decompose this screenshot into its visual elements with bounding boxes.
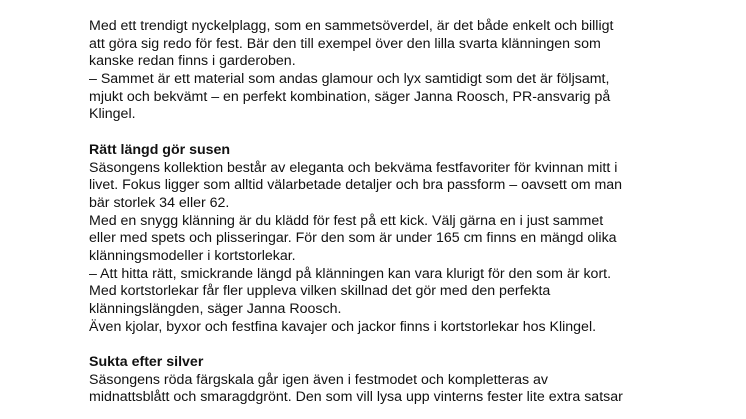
quote-line: – Att hitta rätt, smickrande längd på klänningen kan vara klurigt för den som är kort. [89, 265, 612, 282]
text-line: eller med spets och plisseringar. För den som är under 165 cm finns en mängd olika [89, 230, 617, 247]
text-line: Med en snygg klänning är du klädd för fest på ett kick. Välj gärna en i just sammet [89, 212, 604, 229]
text-line: Säsongens kollektion består av eleganta och bekväma festfavoriter för kvinnan mitt i [89, 159, 618, 176]
intro-section [89, 18, 689, 124]
quote-line: Med kortstorlekar får fler uppleva vilken skillnad det gör med den perfekta [89, 283, 551, 300]
section-heading: Rätt längd gör susen [89, 141, 231, 158]
text-line: kanske redan finns i garderoben. [89, 53, 296, 70]
text-line: livet. Fokus ligger som alltid välarbetade detaljer och bra passform – oavsett om man [89, 177, 623, 194]
text-line: att göra sig redo för fest. Bär den till exempel över den lilla svarta klänningen som [89, 35, 601, 52]
text-line: Säsongens röda färgskala går igen även i festmodet och kompletteras av [89, 371, 548, 388]
text-line: Även kjolar, byxor och festfina kavajer och jackor finns i kortstorlekar hos Klingel. [89, 318, 597, 335]
quote-line: – Sammet är ett material som andas glamour och lyx samtidigt som det är följsamt, [89, 71, 610, 88]
text-line: bär storlek 34 eller 62. [89, 194, 230, 211]
section-ratt-langd [89, 142, 689, 337]
section-heading: Sukta efter silver [89, 354, 204, 371]
text-line: klänningsmodeller i kortstorlekar. [89, 247, 296, 264]
quote-line: klänningslängden, säger Janna Roosch. [89, 301, 342, 317]
quote-line: mjukt och bekvämt – en perfekt kombination, säger Janna Roosch, PR-ansvarig på [89, 88, 611, 105]
text-line: Med ett trendigt nyckelplagg, som en sammetsöverdel, är det både enkelt och billigt [89, 18, 614, 34]
section-sukta-efter-silver [89, 354, 689, 407]
quote-line: Klingel. [89, 106, 136, 123]
article-body [89, 18, 689, 419]
text-line: midnattsblått och smaragdgrönt. Den som vill lysa upp vinterns fester lite extra satsar [89, 389, 623, 406]
